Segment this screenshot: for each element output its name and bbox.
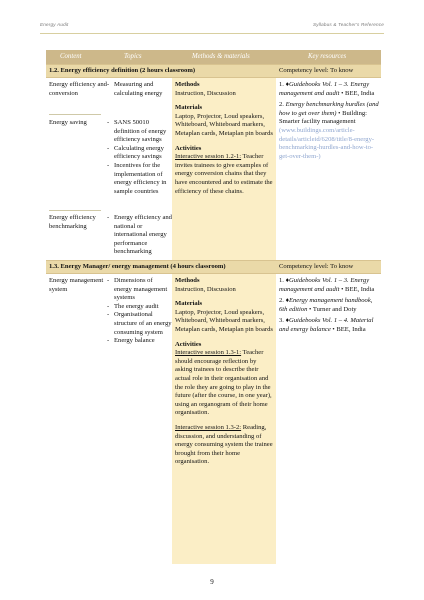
competency-level: Competency level: To know: [279, 263, 354, 270]
col-header-resources: Key resources: [308, 53, 347, 60]
methods-materials-cell: [175, 277, 275, 467]
section-body-1-2: [46, 78, 381, 260]
section-header-1-2: [46, 64, 381, 78]
table-header: [46, 50, 381, 64]
col-header-topics: Topics: [124, 53, 142, 60]
page-number: 9: [210, 578, 214, 586]
content-cell: Energy management system: [49, 277, 104, 293]
topics-cell: [106, 119, 172, 196]
row-divider: [49, 210, 101, 211]
materials-heading: Materials: [175, 104, 203, 112]
resource-item: 3. ♦Guidebooks Vol. 1 – 4. Material and energy balance • BEE, India: [279, 317, 374, 333]
topic-item: - Organisational structure of an energy consuming system: [106, 311, 172, 337]
topics-cell: [106, 277, 172, 346]
activity-text: [175, 153, 275, 196]
topic-item: - Energy efficiency and national or international energy performance benchmarking: [106, 214, 172, 257]
header-right: Syllabus & Teacher's Reference: [312, 22, 384, 27]
topic-item: - The energy audit: [106, 303, 172, 312]
materials-text: Laptop, Projector, Loud speakers, Whiteboard, Whiteboard markers, Metaplan cards, Metaplan pin boards: [175, 308, 273, 333]
section-header-1-3: [46, 260, 381, 274]
header-rule: [40, 33, 384, 34]
activities-heading: Activities: [175, 144, 202, 152]
activity-text: [175, 349, 275, 418]
col-header-content: Content: [60, 53, 82, 60]
topic-item: - Incentives for the implementation of energy efficiency in sample countries: [106, 162, 172, 196]
topic-item: - Calculating energy efficiency savings: [106, 145, 172, 162]
activity-text: [175, 424, 275, 467]
syllabus-table: [46, 50, 381, 564]
resource-link[interactable]: (www.buildings.com/article-details/articleid/6208/title/8-energy-benchmarking-hurdles-and-how-to-get-over-them-): [279, 126, 375, 160]
topic-item: - SANS 50010 definition of energy efficiency savings: [106, 119, 172, 145]
resource-item: 1. ♦Guidebooks Vol. 1 – 3. Energy management and audit • BEE, India: [279, 277, 375, 293]
activity-label: Interactive session 1.3-2:: [175, 423, 242, 431]
topic-item: - Energy balance: [106, 337, 172, 346]
topic-item: - Measuring and calculating energy: [106, 81, 172, 98]
activity-body: Reading, discussion, and understanding of energy consuming system the trainee brought from their home organisation.: [175, 423, 273, 466]
key-resources-cell: [279, 81, 380, 164]
section-title: 1.2. Energy efficiency definition (2 hours classroom): [49, 67, 196, 74]
running-header: [40, 22, 384, 32]
methods-heading: Methods: [175, 81, 200, 88]
competency-level: Competency level: To know: [279, 67, 354, 74]
content-cell: Energy efficiency benchmarking: [49, 214, 96, 230]
resource-item: 2. Energy benchmarking hurdles (and how to get over them) • Building: Smarter facility management (www.buildings.com/article-details/articleid/6208/title/8-energy-benchmarking-hurdles-and-how-to-get-over-them-): [279, 101, 379, 160]
activity-body: Teacher invites trainees to give examples of energy conversion chains that they have encountered and to estimate the efficiency of these chains.: [175, 153, 273, 195]
activity-label: Interactive session 1.3-1:: [175, 349, 242, 357]
activity-label: Interactive session 1.2-1:: [175, 153, 242, 161]
materials-text: Laptop, Projector, Loud speakers, Whiteboard, Whiteboard markers, Metaplan cards, Metaplan pin boards: [175, 112, 273, 137]
topic-item: - Dimensions of energy management systems: [106, 277, 172, 303]
section-body-1-3: [46, 274, 381, 564]
materials-heading: Materials: [175, 300, 203, 308]
activity-body: Teacher should encourage reflection by asking trainees to describe their actual role in their organisation and the role they are going to play in the future (after the course, in one year), using an organogram of their home organisation.: [175, 349, 272, 417]
resource-item: 2. ♦Energy management handbook, 6th edition • Turner and Doty: [279, 297, 373, 313]
key-resources-cell: [279, 277, 380, 338]
content-cell: Energy saving: [49, 119, 87, 126]
methods-text: Instruction, Discussion: [175, 285, 236, 293]
topics-cell: [106, 81, 172, 98]
col-header-methods: Methods & materials: [192, 53, 250, 60]
methods-heading: Methods: [175, 277, 200, 284]
resource-item: 1. ♦Guidebooks Vol. 1 – 3. Energy management and audit • BEE, India: [279, 81, 375, 97]
header-left: Energy Audit: [40, 22, 69, 27]
activities-heading: Activities: [175, 340, 202, 348]
content-cell: Energy efficiency and conversion: [49, 81, 107, 97]
topics-cell: [106, 214, 172, 257]
methods-materials-cell: [175, 81, 275, 196]
section-title: 1.3. Energy Manager/ energy management (4 hours classroom): [49, 263, 226, 270]
row-divider: [49, 114, 101, 115]
methods-text: Instruction, Discussion: [175, 89, 236, 97]
